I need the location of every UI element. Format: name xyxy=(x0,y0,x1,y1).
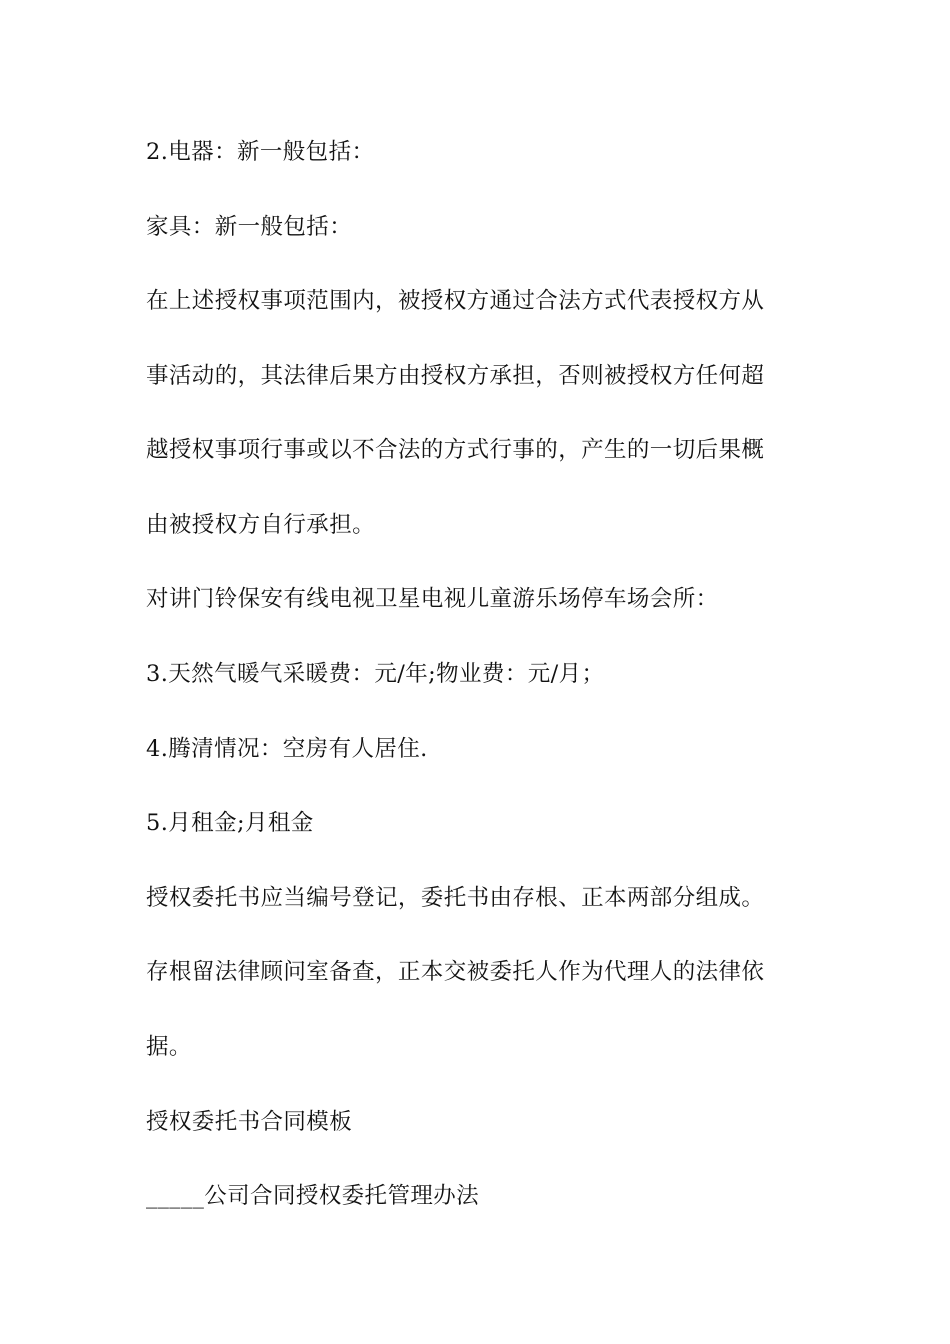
authorization-paragraph-line-4: 由被授权方自行承担。 xyxy=(146,512,376,538)
item-5-rent: 5.月租金;月租金 xyxy=(146,810,314,836)
registration-paragraph-line-2: 存根留法律顾问室备查，正本交被委托人作为代理人的法律依 xyxy=(146,959,765,985)
authorization-paragraph-line-3: 越授权事项行事或以不合法的方式行事的，产生的一切后果概 xyxy=(146,437,765,463)
management-measures-title: _____公司合同授权委托管理办法 xyxy=(146,1183,480,1209)
authorization-paragraph-line-1: 在上述授权事项范围内，被授权方通过合法方式代表授权方从 xyxy=(146,288,765,314)
template-title: 授权委托书合同模板 xyxy=(146,1109,353,1135)
item-3-fees: 3.天然气暖气采暖费：元/年;物业费：元/月； xyxy=(146,661,605,687)
registration-paragraph-line-1: 授权委托书应当编号登记，委托书由存根、正本两部分组成。 xyxy=(146,885,765,911)
registration-paragraph-line-3: 据。 xyxy=(146,1034,192,1060)
item-4-occupancy: 4.腾清情况：空房有人居住. xyxy=(146,736,428,762)
furniture-line: 家具：新一般包括： xyxy=(146,214,353,240)
facilities-line: 对讲门铃保安有线电视卫星电视儿童游乐场停车场会所： xyxy=(146,586,719,612)
authorization-paragraph-line-2: 事活动的，其法律后果方由授权方承担，否则被授权方任何超 xyxy=(146,363,765,389)
item-2-appliances: 2.电器：新一般包括： xyxy=(146,139,375,165)
